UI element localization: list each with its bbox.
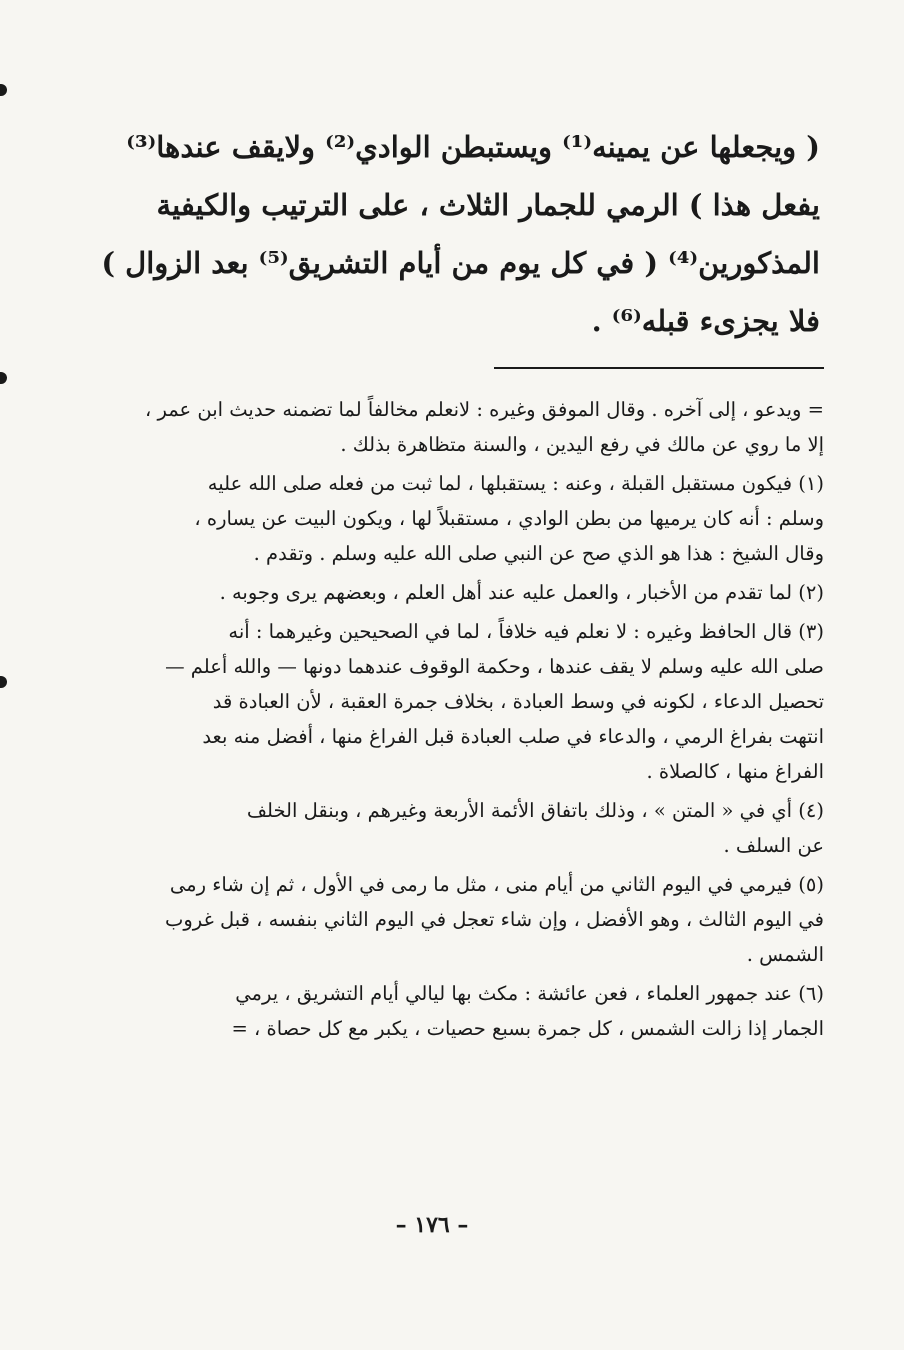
footnote-5	[72, 867, 824, 972]
edge-mark	[0, 372, 7, 384]
footnote-line: الفراغ منها ، كالصلاة .	[646, 760, 824, 783]
footnote-4	[72, 793, 824, 863]
footnote-line: (١) فيكون مستقبل القبلة ، وعنه : يستقبلها ، لما ثبت من فعله صلى الله عليه	[207, 472, 824, 495]
footnote-line: تحصيل الدعاء ، لكونه في وسط العبادة ، بخلاف جمرة العقبة ، لأن العبادة قد	[212, 690, 824, 713]
footnote-line: إلا ما روي عن مالك في رفع اليدين ، والسنة متظاهرة بذلك .	[340, 433, 824, 456]
footnote-6	[72, 976, 824, 1046]
footnote-line: الشمس .	[746, 943, 824, 966]
footnote-2	[72, 575, 824, 610]
footnote-line: عن السلف .	[723, 834, 824, 857]
footnote-line: = ويدعو ، إلى آخره . وقال الموفق وغيره : لانعلم مخالفاً لما تضمنه حديث ابن عمر ،	[145, 398, 824, 421]
edge-mark	[0, 84, 7, 96]
page-number: – ١٧٦ –	[395, 1212, 469, 1238]
footnote-line: (٣) قال الحافظ وغيره : لا نعلم فيه خلافاً ، لما في الصحيحين وغيرهما : أنه	[228, 620, 824, 643]
main-text-line: ( ويجعلها عن يمينه⁽¹⁾ ويستبطن الوادي⁽²⁾ ولايقف عندها⁽³⁾	[126, 130, 820, 164]
footnote-1	[72, 466, 824, 571]
footnote-line: (٦) عند جمهور العلماء ، فعن عائشة : مكث بها ليالي أيام التشريق ، يرمي	[235, 982, 824, 1005]
footnote-line: انتهت بفراغ الرمي ، والدعاء في صلب العبادة قبل الفراغ منها ، أفضل منه بعد	[202, 725, 824, 748]
footnote-line: في اليوم الثالث ، وهو الأفضل ، وإن شاء تعجل في اليوم الثاني بنفسه ، قبل غروب	[165, 908, 824, 931]
main-text-line: يفعل هذا ) الرمي للجمار الثلاث ، على الترتيب والكيفية	[156, 188, 820, 222]
main-text-line: المذكورين⁽⁴⁾ ( في كل يوم من أيام التشريق⁽⁵⁾ بعد الزوال )	[101, 246, 820, 280]
footnote-3	[72, 614, 824, 789]
edge-mark	[0, 676, 7, 688]
footnote-line: (٢) لما تقدم من الأخبار ، والعمل عليه عند أهل العلم ، وبعضهم يرى وجوبه .	[219, 581, 824, 604]
footnotes	[72, 392, 824, 1050]
footnote-line: وسلم : أنه كان يرميها من بطن الوادي ، مستقبلاً لها ، ويكون البيت عن يساره ،	[194, 507, 824, 530]
footnote-continuation	[72, 392, 824, 462]
footnote-separator	[494, 367, 824, 369]
footnote-line: صلى الله عليه وسلم لا يقف عندها ، وحكمة الوقوف عندهما دونها — والله أعلم —	[165, 655, 824, 678]
footnote-line: (٤) أي في « المتن » ، وذلك باتفاق الأئمة الأربعة وغيرهم ، وبنقل الخلف	[246, 799, 824, 822]
footnote-line: (٥) فيرمي في اليوم الثاني من أيام منى ، مثل ما رمى في الأول ، ثم إن شاء رمى	[169, 873, 824, 896]
footnote-line: الجمار إذا زالت الشمس ، كل جمرة بسبع حصيات ، يكبر مع كل حصاة ، =	[231, 1017, 824, 1040]
main-text-line: فلا يجزىء قبله⁽⁶⁾ .	[591, 304, 820, 338]
footnote-line: وقال الشيخ : هذا هو الذي صح عن النبي صلى الله عليه وسلم . وتقدم .	[253, 542, 824, 565]
main-text	[70, 118, 820, 350]
